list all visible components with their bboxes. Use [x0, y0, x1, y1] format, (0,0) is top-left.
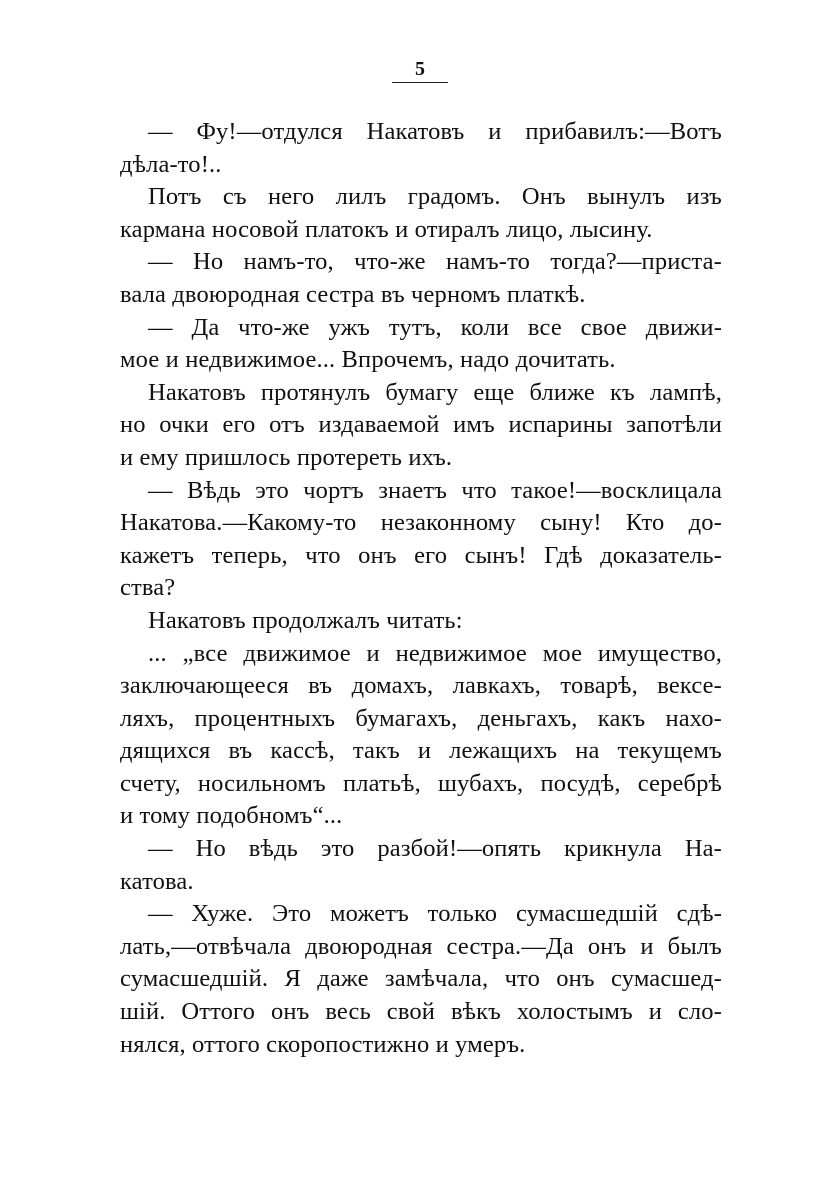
text-line: катова. — [120, 867, 194, 895]
text-line: и ему пришлось протереть ихъ. — [120, 443, 453, 471]
text-line: Накатовъ продолжалъ читать: — [148, 606, 463, 634]
text-line: — Но намъ-то, что-же намъ-то тогда?—приста- — [148, 248, 722, 276]
text-line: кажетъ теперь, что онъ его сынъ! Гдѣ доказатель- — [120, 541, 722, 569]
text-line: — Вѣдь это чортъ знаетъ что такое!—восклицала — [148, 476, 722, 504]
page-number-rule — [392, 82, 448, 83]
text-line: нялся, оттого скоропостижно и умеръ. — [120, 1030, 526, 1058]
text-line: заключающееся въ домахъ, лавкахъ, товарѣ, вексе- — [120, 672, 722, 700]
text-line: шій. Оттого онъ весь свой вѣкъ холостымъ и сло- — [120, 998, 722, 1026]
text-line: сумасшедшій. Я даже замѣчала, что онъ сумасшед- — [120, 965, 722, 993]
text-line: Накатовъ протянулъ бумагу еще ближе къ лампѣ, — [148, 378, 722, 406]
text-line: — Хуже. Это можетъ только сумасшедшій сдѣ- — [148, 900, 722, 928]
body-text — [120, 116, 722, 1061]
text-line: вала двоюродная сестра въ черномъ платкѣ. — [120, 280, 586, 308]
text-line: и тому подобномъ“... — [120, 802, 343, 830]
text-line: — Да что-же ужъ тутъ, коли все свое движи- — [148, 313, 722, 341]
text-line: лать,—отвѣчала двоюродная сестра.—Да онъ и былъ — [120, 932, 722, 960]
page-number: 5 — [415, 58, 425, 80]
text-line: ... „все движимое и недвижимое мое имущество, — [148, 639, 722, 667]
text-line: ляхъ, процентныхъ бумагахъ, деньгахъ, какъ нахо- — [120, 704, 722, 732]
text-line: — Фу!—отдулся Накатовъ и прибавилъ:—Вотъ — [148, 118, 722, 145]
text-line: мое и недвижимое... Впрочемъ, надо дочитать. — [120, 346, 616, 374]
text-line: счету, носильномъ платьѣ, шубахъ, посудѣ, серебрѣ — [120, 769, 722, 797]
text-line: ства? — [120, 574, 176, 602]
text-line: Потъ съ него лилъ градомъ. Онъ вынулъ изъ — [148, 183, 722, 211]
text-line: дѣла-то!.. — [120, 150, 222, 178]
text-line: но очки его отъ издаваемой имъ испарины запотѣли — [120, 411, 722, 439]
text-line: Накатова.—Какому-то незаконному сыну! Кто до- — [120, 509, 722, 537]
text-line: — Но вѣдь это разбой!—опять крикнула На- — [148, 835, 722, 863]
text-line: кармана носовой платокъ и отиралъ лицо, лысину. — [120, 215, 653, 243]
text-line: дящихся въ кассѣ, такъ и лежащихъ на текущемъ — [120, 737, 722, 765]
